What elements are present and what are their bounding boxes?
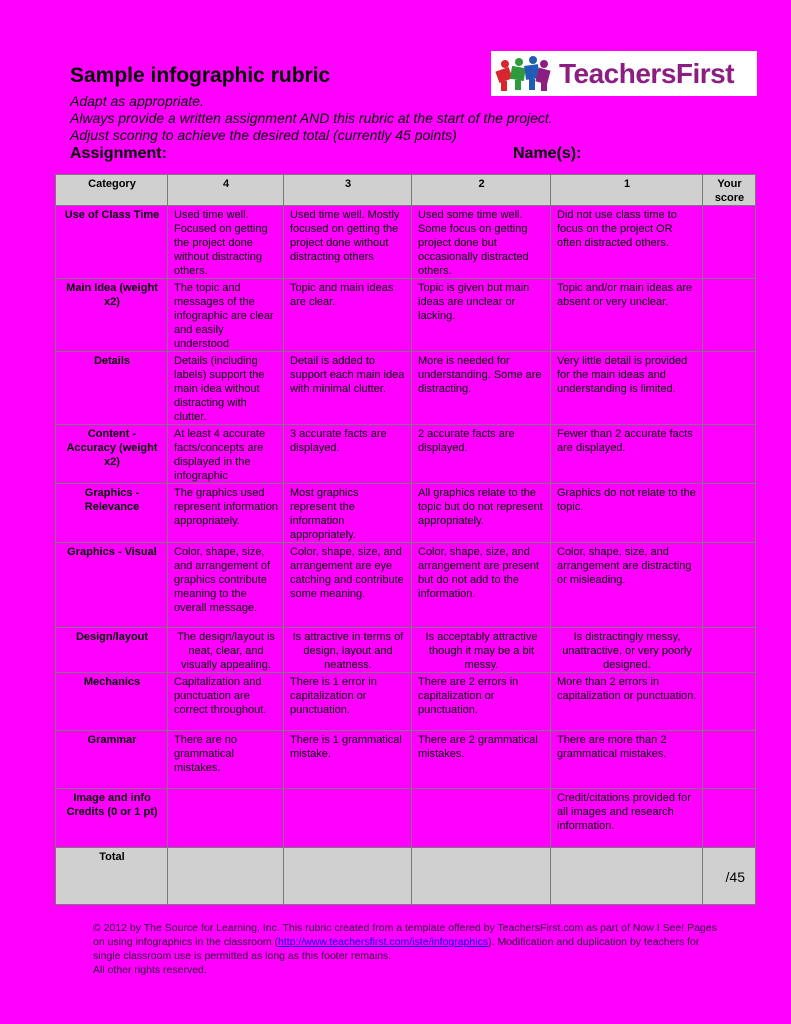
category-cell: Grammar — [56, 731, 168, 789]
level-2-cell: Color, shape, size, and arrangement are present but do not add to the information. — [412, 543, 551, 628]
total-empty-cell — [551, 848, 703, 905]
teachersfirst-logo — [491, 51, 757, 96]
logo-text: TeachersFirst — [559, 57, 735, 89]
total-empty-cell — [412, 848, 551, 905]
level-4-cell — [168, 789, 284, 848]
category-cell: Details — [56, 352, 168, 425]
level-2-cell: There are 2 errors in capitalization or punctuation. — [412, 673, 551, 731]
score-cell[interactable] — [703, 352, 756, 425]
level-4-cell: There are no grammatical mistakes. — [168, 731, 284, 789]
names-label: Name(s): — [513, 145, 582, 162]
level-3-cell — [284, 789, 412, 848]
level-3-cell: There is 1 error in capitalization or punctuation. — [284, 673, 412, 731]
score-cell[interactable] — [703, 628, 756, 673]
level-1-cell: Very little detail is provided for the main ideas and understanding is limited. — [551, 352, 703, 425]
score-cell[interactable] — [703, 484, 756, 543]
footer-copyright: © 2012 by The Source for Learning, Inc. This rubric created from a template offered by TeachersFirst.com as part of Now I See! Pages on using infographics in the classroom ( — [93, 922, 717, 948]
level-2-cell: Used some time well. Some focus on getting project done but occasionally distracted others. — [412, 206, 551, 279]
level-3-cell: Is attractive in terms of design, layout and neatness. — [284, 628, 412, 673]
level-4-cell: The topic and messages of the infographic are clear and easily understood — [168, 279, 284, 352]
level-1-cell: Is distractingly messy, unattractive, or very poorly designed. — [551, 628, 703, 673]
level-1-cell: More than 2 errors in capitalization or punctuation. — [551, 673, 703, 731]
rubric-table — [55, 174, 756, 905]
category-cell: Use of Class Time — [56, 206, 168, 279]
level-2-cell: All graphics relate to the topic but do not represent appropriately. — [412, 484, 551, 543]
level-3-cell: Detail is added to support each main idea with minimal clutter. — [284, 352, 412, 425]
level-2-cell: There are 2 grammatical mistakes. — [412, 731, 551, 789]
table-row — [56, 279, 756, 352]
level-4-cell: The graphics used represent information appropriately. — [168, 484, 284, 543]
table-row — [56, 484, 756, 543]
puzzle-people-icon — [495, 55, 553, 93]
category-cell: Content - Accuracy (weight x2) — [56, 425, 168, 484]
level-3-cell: There is 1 grammatical mistake. — [284, 731, 412, 789]
subtitle-line-2: Always provide a written assignment AND this rubric at the start of the project. — [70, 110, 553, 126]
subtitle-line-1: Adapt as appropriate. — [70, 93, 204, 109]
total-empty-cell — [168, 848, 284, 905]
level-4-cell: The design/layout is neat, clear, and visually appealing. — [168, 628, 284, 673]
infographics-link[interactable]: http://www.teachersfirst.com/iste/infographics — [278, 936, 489, 948]
level-4-cell: At least 4 accurate facts/concepts are displayed in the infographic — [168, 425, 284, 484]
level-1-cell: Credit/citations provided for all images and research information. — [551, 789, 703, 848]
level-1-cell: Fewer than 2 accurate facts are displayed. — [551, 425, 703, 484]
level-3-cell: Color, shape, size, and arrangement are eye catching and contribute some meaning. — [284, 543, 412, 628]
footer — [93, 921, 723, 977]
level-2-cell: 2 accurate facts are displayed. — [412, 425, 551, 484]
score-cell[interactable] — [703, 673, 756, 731]
level-4-cell: Capitalization and punctuation are correct throughout. — [168, 673, 284, 731]
category-cell: Design/layout — [56, 628, 168, 673]
total-score[interactable]: /45 — [703, 848, 756, 905]
category-cell: Mechanics — [56, 673, 168, 731]
total-row — [56, 848, 756, 905]
score-cell[interactable] — [703, 789, 756, 848]
assignment-label: Assignment: — [70, 145, 167, 162]
table-header-row — [56, 175, 756, 206]
page-title: Sample infographic rubric — [70, 64, 331, 87]
category-cell: Main Idea (weight x2) — [56, 279, 168, 352]
level-4-cell: Color, shape, size, and arrangement of graphics contribute meaning to the overall message. — [168, 543, 284, 628]
category-cell: Image and info Credits (0 or 1 pt) — [56, 789, 168, 848]
level-1-cell: There are more than 2 grammatical mistakes. — [551, 731, 703, 789]
level-1-cell: Topic and/or main ideas are absent or very unclear. — [551, 279, 703, 352]
table-row — [56, 673, 756, 731]
header-3: 3 — [284, 175, 412, 206]
level-2-cell: Is acceptably attractive though it may be a bit messy. — [412, 628, 551, 673]
level-1-cell: Did not use class time to focus on the project OR often distracted others. — [551, 206, 703, 279]
table-row — [56, 628, 756, 673]
score-cell[interactable] — [703, 206, 756, 279]
level-1-cell: Graphics do not relate to the topic. — [551, 484, 703, 543]
header-2: 2 — [412, 175, 551, 206]
level-3-cell: Topic and main ideas are clear. — [284, 279, 412, 352]
footer-rights: All other rights reserved. — [93, 964, 207, 976]
table-row — [56, 789, 756, 848]
category-cell: Graphics - Visual — [56, 543, 168, 628]
category-cell: Graphics - Relevance — [56, 484, 168, 543]
header-your-score: Your score — [703, 175, 756, 206]
level-2-cell: More is needed for understanding. Some are distracting. — [412, 352, 551, 425]
score-cell[interactable] — [703, 425, 756, 484]
level-3-cell: 3 accurate facts are displayed. — [284, 425, 412, 484]
level-2-cell — [412, 789, 551, 848]
total-empty-cell — [284, 848, 412, 905]
level-4-cell: Details (including labels) support the main idea without distracting with clutter. — [168, 352, 284, 425]
table-row — [56, 543, 756, 628]
level-2-cell: Topic is given but main ideas are unclear or lacking. — [412, 279, 551, 352]
level-4-cell: Used time well. Focused on getting the project done without distracting others. — [168, 206, 284, 279]
header-4: 4 — [168, 175, 284, 206]
total-label: Total — [56, 848, 168, 905]
table-row — [56, 425, 756, 484]
footer-permission: ). Modification and duplication by teachers for single classroom use is permitted as long as this footer remains. — [93, 936, 700, 962]
subtitle-line-3: Adjust scoring to achieve the desired total (currently 45 points) — [70, 127, 457, 143]
level-3-cell: Most graphics represent the information appropriately. — [284, 484, 412, 543]
table-row — [56, 206, 756, 279]
header-category: Category — [56, 175, 168, 206]
score-cell[interactable] — [703, 731, 756, 789]
level-3-cell: Used time well. Mostly focused on getting the project done without distracting others — [284, 206, 412, 279]
table-row — [56, 731, 756, 789]
score-cell[interactable] — [703, 543, 756, 628]
table-row — [56, 352, 756, 425]
score-cell[interactable] — [703, 279, 756, 352]
level-1-cell: Color, shape, size, and arrangement are distracting or misleading. — [551, 543, 703, 628]
header-1: 1 — [551, 175, 703, 206]
